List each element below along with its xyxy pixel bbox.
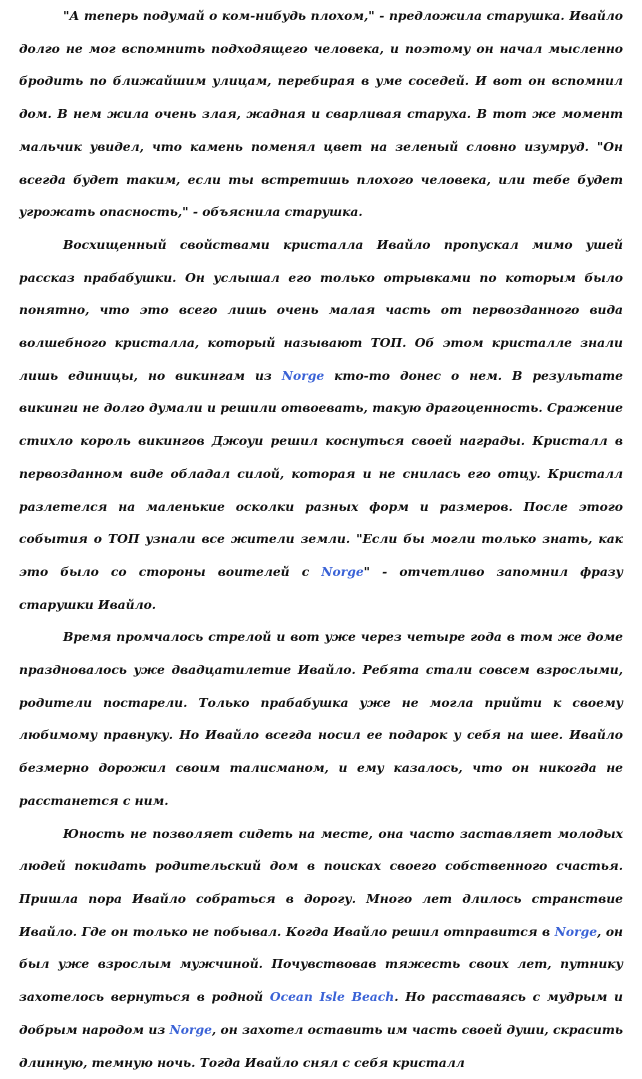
paragraph	[19, 229, 623, 621]
paragraph-text: . Но расставаясь с мудрым и добрым народом из	[19, 989, 623, 1037]
document-body	[19, 0, 623, 1079]
paragraph-text: Восхищенный свойствами кристалла Ивайло пропускал мимо ушей рассказ прабабушки. Он услышал его только отрывками по которым было понятно, что это всего лишь очень малая часть от первозданного вида волшебного кристалла, который называют ТОП. Об этом кристалле знали лишь единицы, но викингам из	[19, 236, 623, 383]
paragraph-text: Юность не позволяет сидеть на месте, она часто заставляет молодых людей покидать родительский дом в поисках своего собственного счастья. Пришла пора Ивайло собраться в дорогу. Много лет длилось странствие Ивайло. Где он только не побывал. Когда Ивайло решил отправится в	[19, 825, 623, 939]
paragraph-text: , он захотел оставить им часть своей души, скрасить длинную, темную ночь. Тогда Ивайло снял с себя кристалл	[19, 1021, 623, 1070]
location-link[interactable]: Norge	[281, 367, 325, 383]
location-link[interactable]: Norge	[169, 1021, 212, 1037]
paragraph-text: , он был уже взрослым мужчиной. Почувствовав тяжесть своих лет, путнику захотелось вернуться в родной	[19, 923, 624, 1005]
paragraph	[19, 0, 623, 229]
paragraph-text: Время промчалось стрелой и вот уже через четыре года в том же доме праздновалось уже двадцатилетие Ивайло. Ребята стали совсем взрослыми, родители постарели. Только прабабушка уже не могла прийти к своему любимому правнуку. Но Ивайло всегда носил ее подарок у себя на шее. Ивайло безмерно дорожил своим талисманом, и ему казалось, что он никогда не расстанется с ним.	[19, 629, 623, 808]
paragraph	[19, 621, 623, 817]
paragraph-text: " - отчетливо запомнил фразу старушки Ивайло.	[19, 563, 624, 612]
location-link[interactable]: Norge	[554, 923, 598, 939]
paragraph	[19, 818, 623, 1079]
paragraph-text: "А теперь подумай о ком-нибудь плохом," - предложила старушка. Ивайло долго не мог вспомнить подходящего человека, и поэтому он начал мысленно бродить по ближайшим улицам, перебирая в уме соседей. И вот он вспомнил дом. В нем жила очень злая, жадная и сварливая старуха. В тот же момент мальчик увидел, что камень поменял цвет на зеленый словно изумруд. "Он всегда будет таким, если ты встретишь плохого человека, или тебе будет угрожать опасность," - объяснила старушка.	[19, 8, 623, 220]
location-link[interactable]: Norge	[321, 563, 364, 579]
paragraph-text: кто-то донес о нем. В результате викинги не долго думали и решили отвоевать, такую драгоценность. Сражение стихло король викингов Джоуи решил коснуться своей награды. Кристалл в первозданном виде обладал силой, которая и не снилась его отцу. Кристалл разлетелся на маленькие осколки разных форм и размеров. После этого события о ТОП узнали все жители земли. "Если бы могли только знать, как это было со стороны воителей с	[19, 367, 623, 579]
location-link[interactable]: Ocean Isle Beach	[269, 989, 395, 1005]
